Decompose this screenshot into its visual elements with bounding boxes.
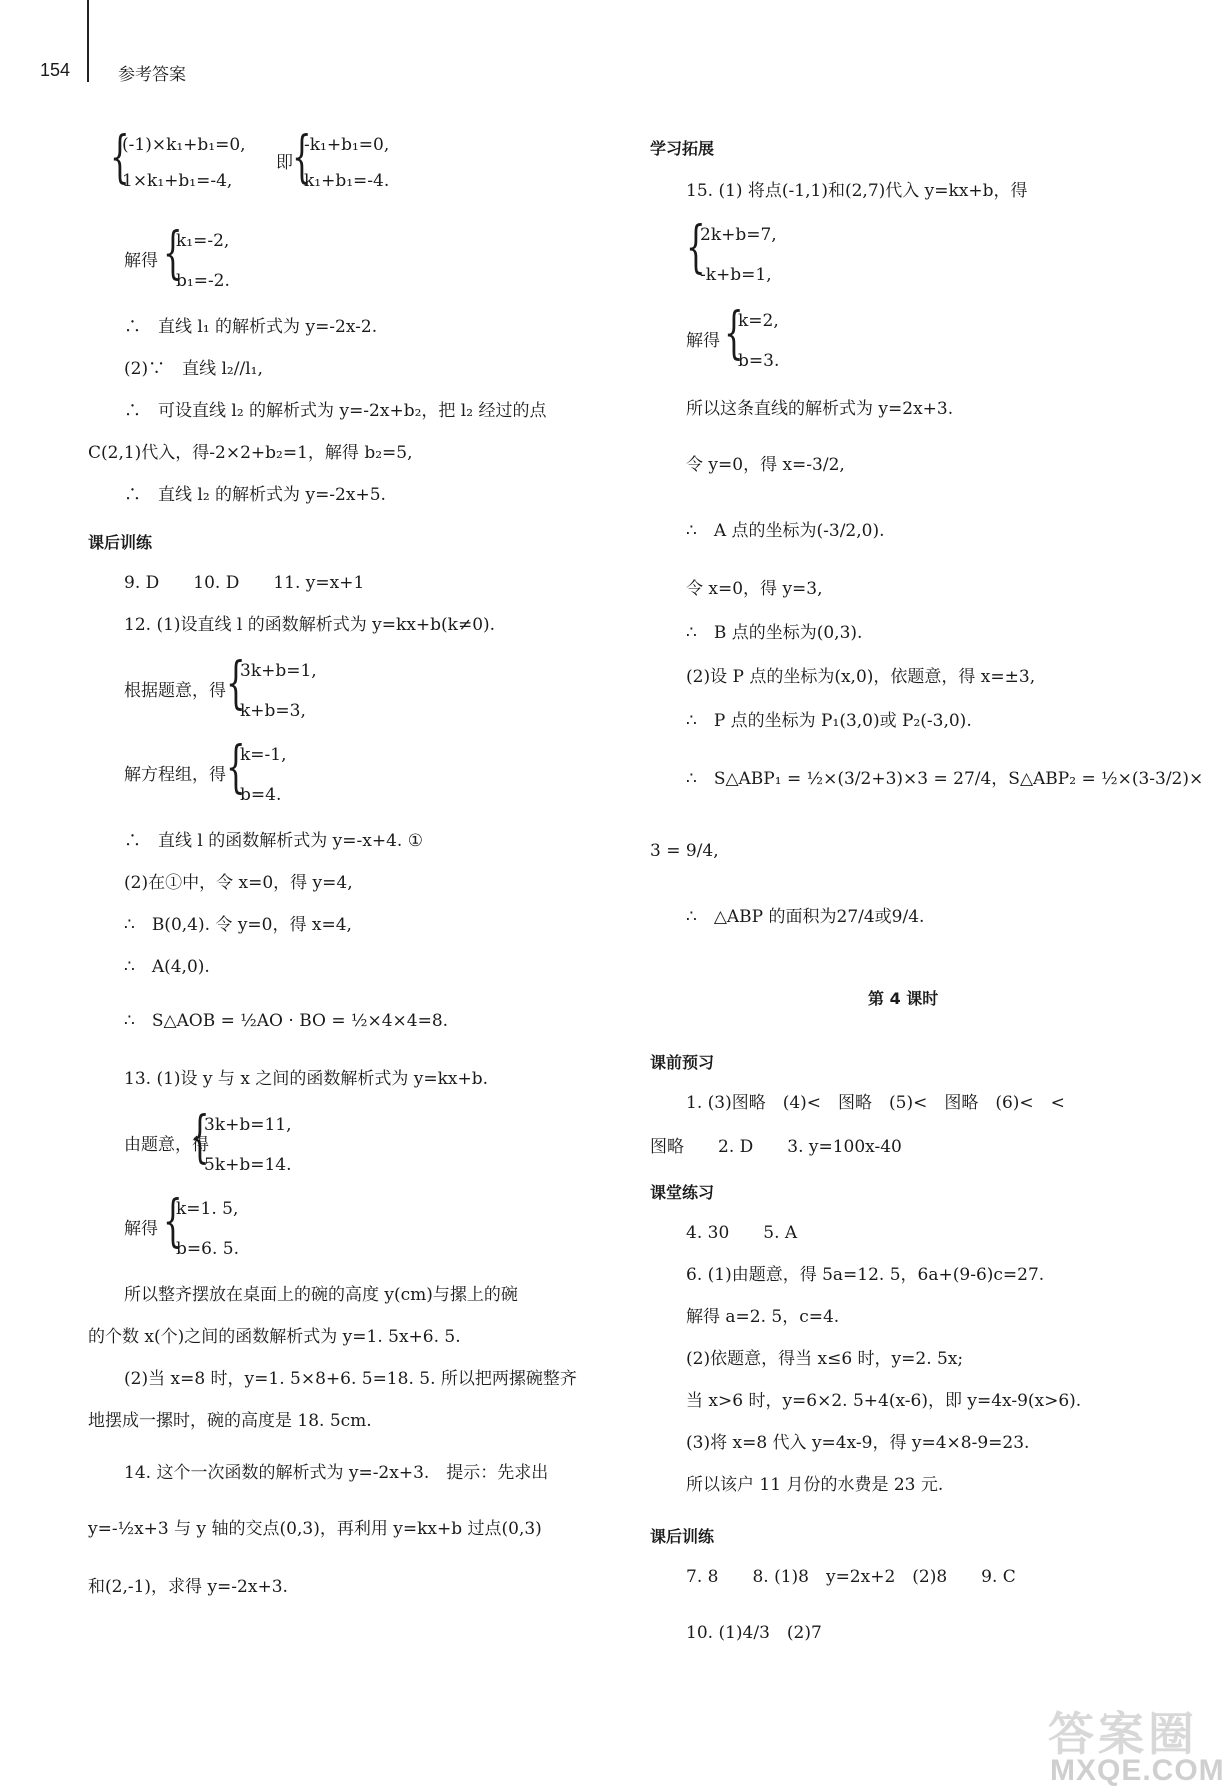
section-heading: 课后训练 (88, 533, 153, 552)
text-line: ∴ 可设直线 l₂ 的解析式为 y=-2x+b₂，把 l₂ 经过的点 (124, 401, 547, 421)
text-line: 解方程组，得 (124, 765, 226, 785)
brace: { (226, 651, 246, 716)
section-heading: 课后训练 (650, 1527, 715, 1546)
text-line: 和(2,-1)，求得 y=-2x+3. (88, 1577, 288, 1597)
text-line: (2)依题意，得当 x≤6 时，y=2. 5x; (686, 1349, 964, 1369)
eq-line: k=1. 5, (176, 1199, 239, 1219)
text-line: 解得 (124, 251, 158, 271)
brace: { (292, 125, 312, 190)
text-line: 1. (3)图略 (4)< 图略 (5)< 图略 (6)< < (686, 1093, 1065, 1113)
text-line: 令 x=0，得 y=3, (686, 579, 823, 599)
text-line: 所以该户 11 月份的水费是 23 元. (686, 1475, 944, 1495)
text-line: 10. (1)4/3 (2)7 (686, 1623, 822, 1643)
text-line: 令 y=0，得 x=-3/2, (686, 455, 845, 475)
eq-line: b=3. (738, 351, 780, 371)
text-line: 即 (276, 153, 293, 173)
text-line: ∴ 直线 l₁ 的解析式为 y=-2x-2. (124, 317, 378, 337)
text-line: 4. 30 5. A (686, 1223, 798, 1243)
text-line: 13. (1)设 y 与 x 之间的函数解析式为 y=kx+b. (124, 1069, 488, 1089)
text-line: ∴ 直线 l 的函数解析式为 y=-x+4. ① (124, 831, 423, 851)
text-line: 解得 a=2. 5，c=4. (686, 1307, 840, 1327)
section-heading: 学习拓展 (650, 139, 715, 158)
text-line: 解得 (124, 1219, 158, 1239)
header-divider (87, 0, 89, 82)
text-line: ∴ S△AOB = ½AO · BO = ½×4×4=8. (124, 1011, 449, 1031)
text-line: (2)∵ 直线 l₂//l₁, (124, 359, 263, 379)
header-title: 参考答案 (118, 65, 186, 85)
text-line: 所以这条直线的解析式为 y=2x+3. (686, 399, 954, 419)
text-line: ∴ B 点的坐标为(0,3). (686, 623, 863, 643)
text-line: 当 x>6 时，y=6×2. 5+4(x-6)，即 y=4x-9(x>6). (686, 1391, 1082, 1411)
text-line: ∴ A 点的坐标为(-3/2,0). (686, 521, 885, 541)
text-line: 3 = 9/4, (650, 841, 719, 861)
text-line: 所以整齐摆放在桌面上的碗的高度 y(cm)与摞上的碗 (124, 1285, 518, 1305)
brace: { (226, 735, 246, 800)
text-line: ∴ △ABP 的面积为27/4或9/4. (686, 907, 925, 927)
text-line: ∴ B(0,4). 令 y=0，得 x=4, (124, 915, 352, 935)
eq-line: -k₁+b₁=0, (304, 135, 390, 155)
section-heading: 课前预习 (650, 1053, 715, 1072)
brace: { (110, 125, 130, 190)
eq-line: k₁+b₁=-4. (304, 171, 390, 191)
text-line: 6. (1)由题意，得 5a=12. 5，6a+(9-6)c=27. (686, 1265, 1045, 1285)
eq-line: k=-1, (240, 745, 287, 765)
text-line: (2)在①中，令 x=0，得 y=4, (124, 873, 353, 893)
text-line: 9. D 10. D 11. y=x+1 (124, 573, 365, 593)
text-line: y=-½x+3 与 y 轴的交点(0,3)，再利用 y=kx+b 过点(0,3) (88, 1519, 542, 1539)
text-line: 图略 2. D 3. y=100x-40 (650, 1137, 902, 1157)
text-line: ∴ A(4,0). (124, 957, 210, 977)
text-line: C(2,1)代入，得-2×2+b₂=1，解得 b₂=5, (88, 443, 413, 463)
text-line: 7. 8 8. (1)8 y=2x+2 (2)8 9. C (686, 1567, 1016, 1587)
brace: { (163, 221, 183, 286)
eq-line: b=4. (240, 785, 282, 805)
watermark-url: MXQE.COM (1050, 1754, 1225, 1787)
text-line: 根据题意，得 (124, 681, 226, 701)
text-line: (2)设 P 点的坐标为(x,0)，依题意，得 x=±3, (686, 667, 1036, 687)
eq-line: 1×k₁+b₁=-4, (122, 171, 233, 191)
brace: { (724, 301, 744, 366)
page-number: 154 (40, 60, 71, 80)
text-line: (3)将 x=8 代入 y=4x-9，得 y=4×8-9=23. (686, 1433, 1030, 1453)
eq-line: 3k+b=1, (240, 661, 317, 681)
eq-line: k+b=3, (240, 701, 306, 721)
section-heading: 课堂练习 (650, 1183, 715, 1202)
text-line: ∴ 直线 l₂ 的解析式为 y=-2x+5. (124, 485, 386, 505)
eq-line: 5k+b=14. (204, 1155, 292, 1175)
eq-line: k₁=-2, (176, 231, 230, 251)
eq-line: -k+b=1, (700, 265, 772, 285)
eq-line: k=2, (738, 311, 779, 331)
text-line: 地摆成一摞时，碗的高度是 18. 5cm. (88, 1411, 372, 1431)
text-line: 14. 这个一次函数的解析式为 y=-2x+3. 提示：先求出 (124, 1463, 549, 1483)
text-line: (2)当 x=8 时，y=1. 5×8+6. 5=18. 5. 所以把两摞碗整齐 (124, 1369, 577, 1389)
text-line: 的个数 x(个)之间的函数解析式为 y=1. 5x+6. 5. (88, 1327, 461, 1347)
text-line: 解得 (686, 331, 720, 351)
eq-line: b₁=-2. (176, 271, 230, 291)
text-line: 15. (1) 将点(-1,1)和(2,7)代入 y=kx+b，得 (686, 181, 1028, 201)
text-line: ∴ S△ABP₁ = ½×(3/2+3)×3 = 27/4，S△ABP₂ = ½×(3-3/2)× (686, 769, 1204, 789)
watermark-logo: 答案圈 (1048, 1707, 1198, 1761)
brace: { (163, 1189, 183, 1254)
lesson-title: 第 4 课时 (868, 989, 939, 1008)
eq-line: (-1)×k₁+b₁=0, (122, 135, 246, 155)
eq-line: 3k+b=11, (204, 1115, 292, 1135)
text-line: 由题意，得 (124, 1135, 209, 1155)
text-line: ∴ P 点的坐标为 P₁(3,0)或 P₂(-3,0). (686, 711, 972, 731)
eq-line: 2k+b=7, (700, 225, 777, 245)
brace: { (686, 215, 706, 280)
brace: { (190, 1105, 210, 1170)
eq-line: b=6. 5. (176, 1239, 239, 1259)
text-line: 12. (1)设直线 l 的函数解析式为 y=kx+b(k≠0). (124, 615, 496, 635)
